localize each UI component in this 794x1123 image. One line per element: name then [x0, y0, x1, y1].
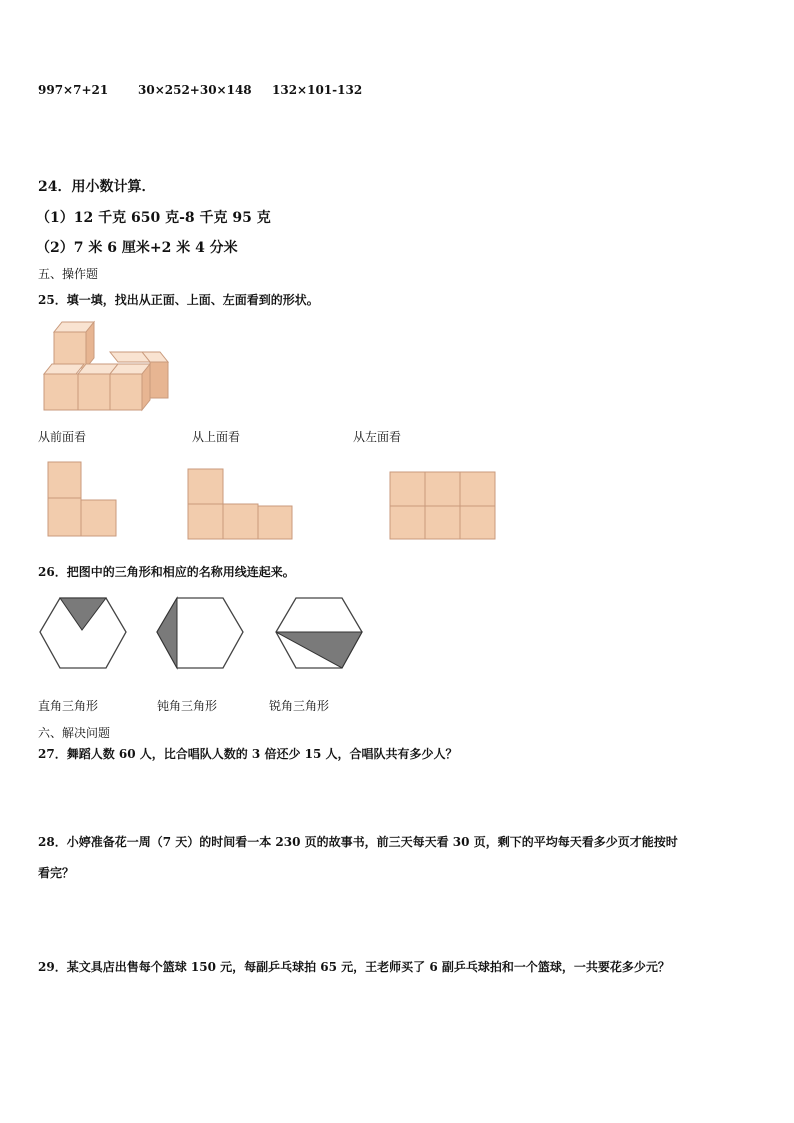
view-label-left: 从左面看	[353, 430, 402, 444]
triangle-name-obtuse: 钝角三角形	[157, 699, 218, 713]
expression-1: 997×7+21	[38, 83, 109, 97]
view-label-top: 从上面看	[192, 430, 241, 444]
q24-item-2: （2）7 米 6 厘米+2 米 4 分米	[36, 240, 238, 256]
expression-3: 132×101-132	[272, 83, 363, 97]
top-view-shape	[186, 467, 296, 542]
q24-title: 24．用小数计算．	[38, 179, 156, 195]
hexagon-acute-triangle	[274, 594, 364, 674]
left-view-shape	[388, 470, 498, 542]
expression-2: 30×252+30×148	[138, 83, 252, 97]
q25-title: 25．填一填，找出从正面、上面、左面看到的形状。	[38, 293, 319, 307]
section-6-heading: 六、解决问题	[38, 726, 111, 740]
q27-text: 27．舞蹈人数 60 人，比合唱队人数的 3 倍还少 15 人，合唱队共有多少人？	[38, 747, 458, 761]
q26-title: 26．把图中的三角形和相应的名称用线连起来。	[38, 565, 295, 579]
front-view-shape	[46, 460, 120, 540]
hexagon-obtuse-triangle	[155, 594, 245, 674]
hexagon-right-triangle	[38, 594, 128, 674]
q29-text: 29．某文具店出售每个篮球 150 元，每副乒乓球拍 65 元，王老师买了 6 副乒乓球拍和一个篮球，一共要花多少元？	[38, 960, 670, 974]
view-label-front: 从前面看	[38, 430, 87, 444]
q24-item-1: （1）12 千克 650 克-8 千克 95 克	[36, 210, 271, 226]
section-5-heading: 五、操作题	[38, 267, 99, 281]
triangle-name-acute: 锐角三角形	[269, 699, 330, 713]
q28-text-line1: 28．小婷准备花一周（7 天）的时间看一本 230 页的故事书，前三天每天看 30 页，剩下的平均每天看多少页才能按时	[38, 835, 678, 849]
q28-text-line2: 看完？	[38, 866, 75, 880]
triangle-name-right: 直角三角形	[38, 699, 99, 713]
cube-stack-figure	[40, 318, 180, 413]
